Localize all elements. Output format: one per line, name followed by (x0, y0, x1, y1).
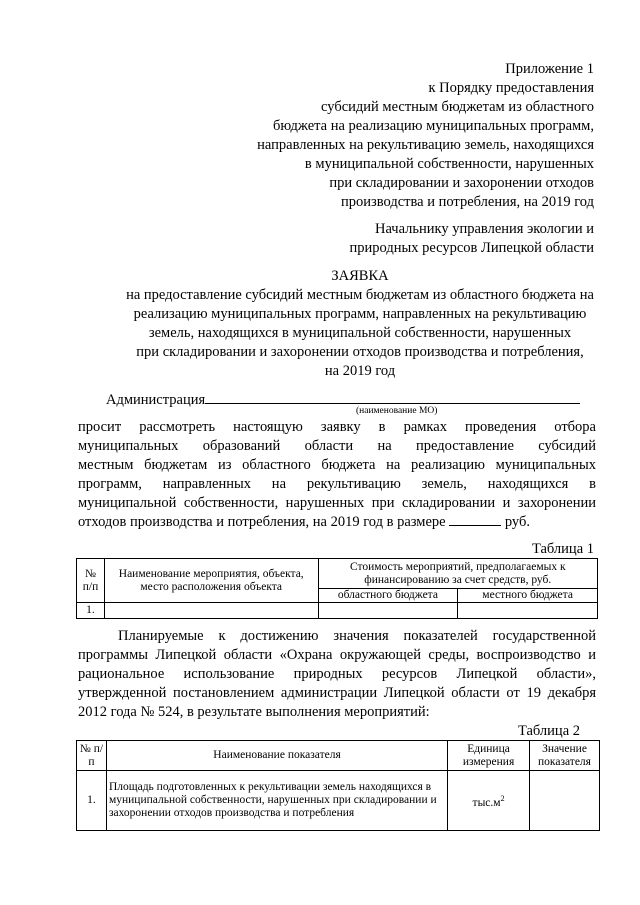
table2-header-num: № п/п (77, 741, 107, 771)
administration-field (106, 389, 580, 409)
table1 (76, 558, 598, 619)
paragraph-line: муниципальной собственности, нарушенных при складировании и захоронении (78, 495, 596, 511)
heading-line: на 2019 год (324, 363, 396, 379)
table1-header-cost: Стоимость мероприятий, предполагаемых к финансированию за счет средств, руб. (318, 559, 597, 589)
appendix-line: в муниципальной собственности, нарушенных (304, 156, 594, 172)
heading-line: при складировании и захоронении отходов производства и потребления, (136, 344, 584, 360)
paragraph-last-line (78, 513, 596, 532)
paragraph-line: местным бюджетам из областного бюджета на реализацию муниципальных (78, 457, 596, 473)
appendix-line: Приложение 1 (505, 61, 594, 77)
table1-caption: Таблица 1 (531, 541, 594, 557)
table2-header-name: Наименование показателя (106, 741, 447, 771)
appendix-line: к Порядку предоставления (428, 80, 594, 96)
amount-prefix: отходов производства и потребления, на 2019 год в размере (78, 514, 450, 530)
paragraph-line: просит рассмотреть настоящую заявку в рамках проведения отбора (78, 419, 596, 435)
table2-caption: Таблица 2 (517, 723, 580, 739)
heading-line: реализацию муниципальных программ, направленных на рекультивацию (133, 306, 587, 322)
unit-superscript: 2 (500, 793, 505, 803)
table2-cell-unit (448, 771, 530, 831)
heading-line: на предоставление субсидий местным бюджетам из областного бюджета на (126, 287, 594, 303)
administration-label: Администрация (106, 392, 206, 408)
paragraph-line: утвержденной постановлением администрации Липецкой области от 19 декабря (78, 685, 596, 701)
addressee (349, 220, 594, 258)
appendix-line: бюджета на реализацию муниципальных программ, (273, 118, 594, 134)
amount-blank (449, 513, 501, 526)
table1-cell-local (458, 603, 598, 619)
table2-header-unit: Единица измерения (448, 741, 530, 771)
appendix-line: субсидий местным бюджетам из областного (321, 99, 594, 115)
appendix-header (257, 60, 594, 212)
addressee-line: Начальнику управления экологии и (374, 221, 594, 237)
paragraph-last-line: 2012 года № 524, в результате выполнения мероприятий: (78, 704, 430, 720)
paragraph-line: программы Липецкой области «Охрана окружающей среды, воспроизводство и (78, 647, 596, 663)
appendix-line: направленных на рекультивацию земель, находящихся (257, 137, 594, 153)
document-heading (80, 267, 640, 381)
table1-cell-regional (318, 603, 458, 619)
administration-blank (205, 389, 580, 404)
table-row (77, 771, 600, 831)
paragraph-line: программ, направленных на рекультивацию земель, находящихся в (78, 476, 596, 492)
appendix-line: производства и потребления, на 2019 год (341, 194, 594, 210)
indicators-paragraph (78, 627, 596, 722)
table1-header-num: № п/п (77, 559, 105, 603)
amount-suffix: руб. (501, 514, 530, 530)
table2-cell-value (530, 771, 600, 831)
unit-text: тыс.м (472, 796, 501, 809)
addressee-line: природных ресурсов Липецкой области (349, 240, 594, 256)
table1-cell-name (104, 603, 318, 619)
table-row (77, 603, 598, 619)
appendix-line: при складировании и захоронении отходов (329, 175, 594, 191)
paragraph-line: Планируемые к достижению значения показателей государственной (118, 628, 596, 644)
table1-cell-num: 1. (77, 603, 105, 619)
heading-line: земель, находящихся в муниципальной собственности, нарушенных (148, 325, 572, 341)
paragraph-line: рациональное использование природных ресурсов Липецкой области», (78, 666, 596, 682)
table2-header-value: Значение показателя (530, 741, 600, 771)
table1-header-regional: областного бюджета (318, 589, 458, 603)
request-paragraph (78, 418, 596, 532)
table1-header-local: местного бюджета (458, 589, 598, 603)
table1-header-name: Наименование мероприятия, объекта, место расположения объекта (104, 559, 318, 603)
table2 (76, 740, 600, 831)
document-title: ЗАЯВКА (331, 268, 389, 284)
administration-note: (наименование МО) (356, 406, 438, 416)
table2-cell-num: 1. (77, 771, 107, 831)
table2-cell-name: Площадь подготовленных к рекультивации земель находящихся в муниципальной собственности, нарушенных при складировании и захоронении отходов производства и потребления (106, 771, 447, 831)
paragraph-line: муниципальных образований области на предоставление субсидий (78, 438, 596, 454)
